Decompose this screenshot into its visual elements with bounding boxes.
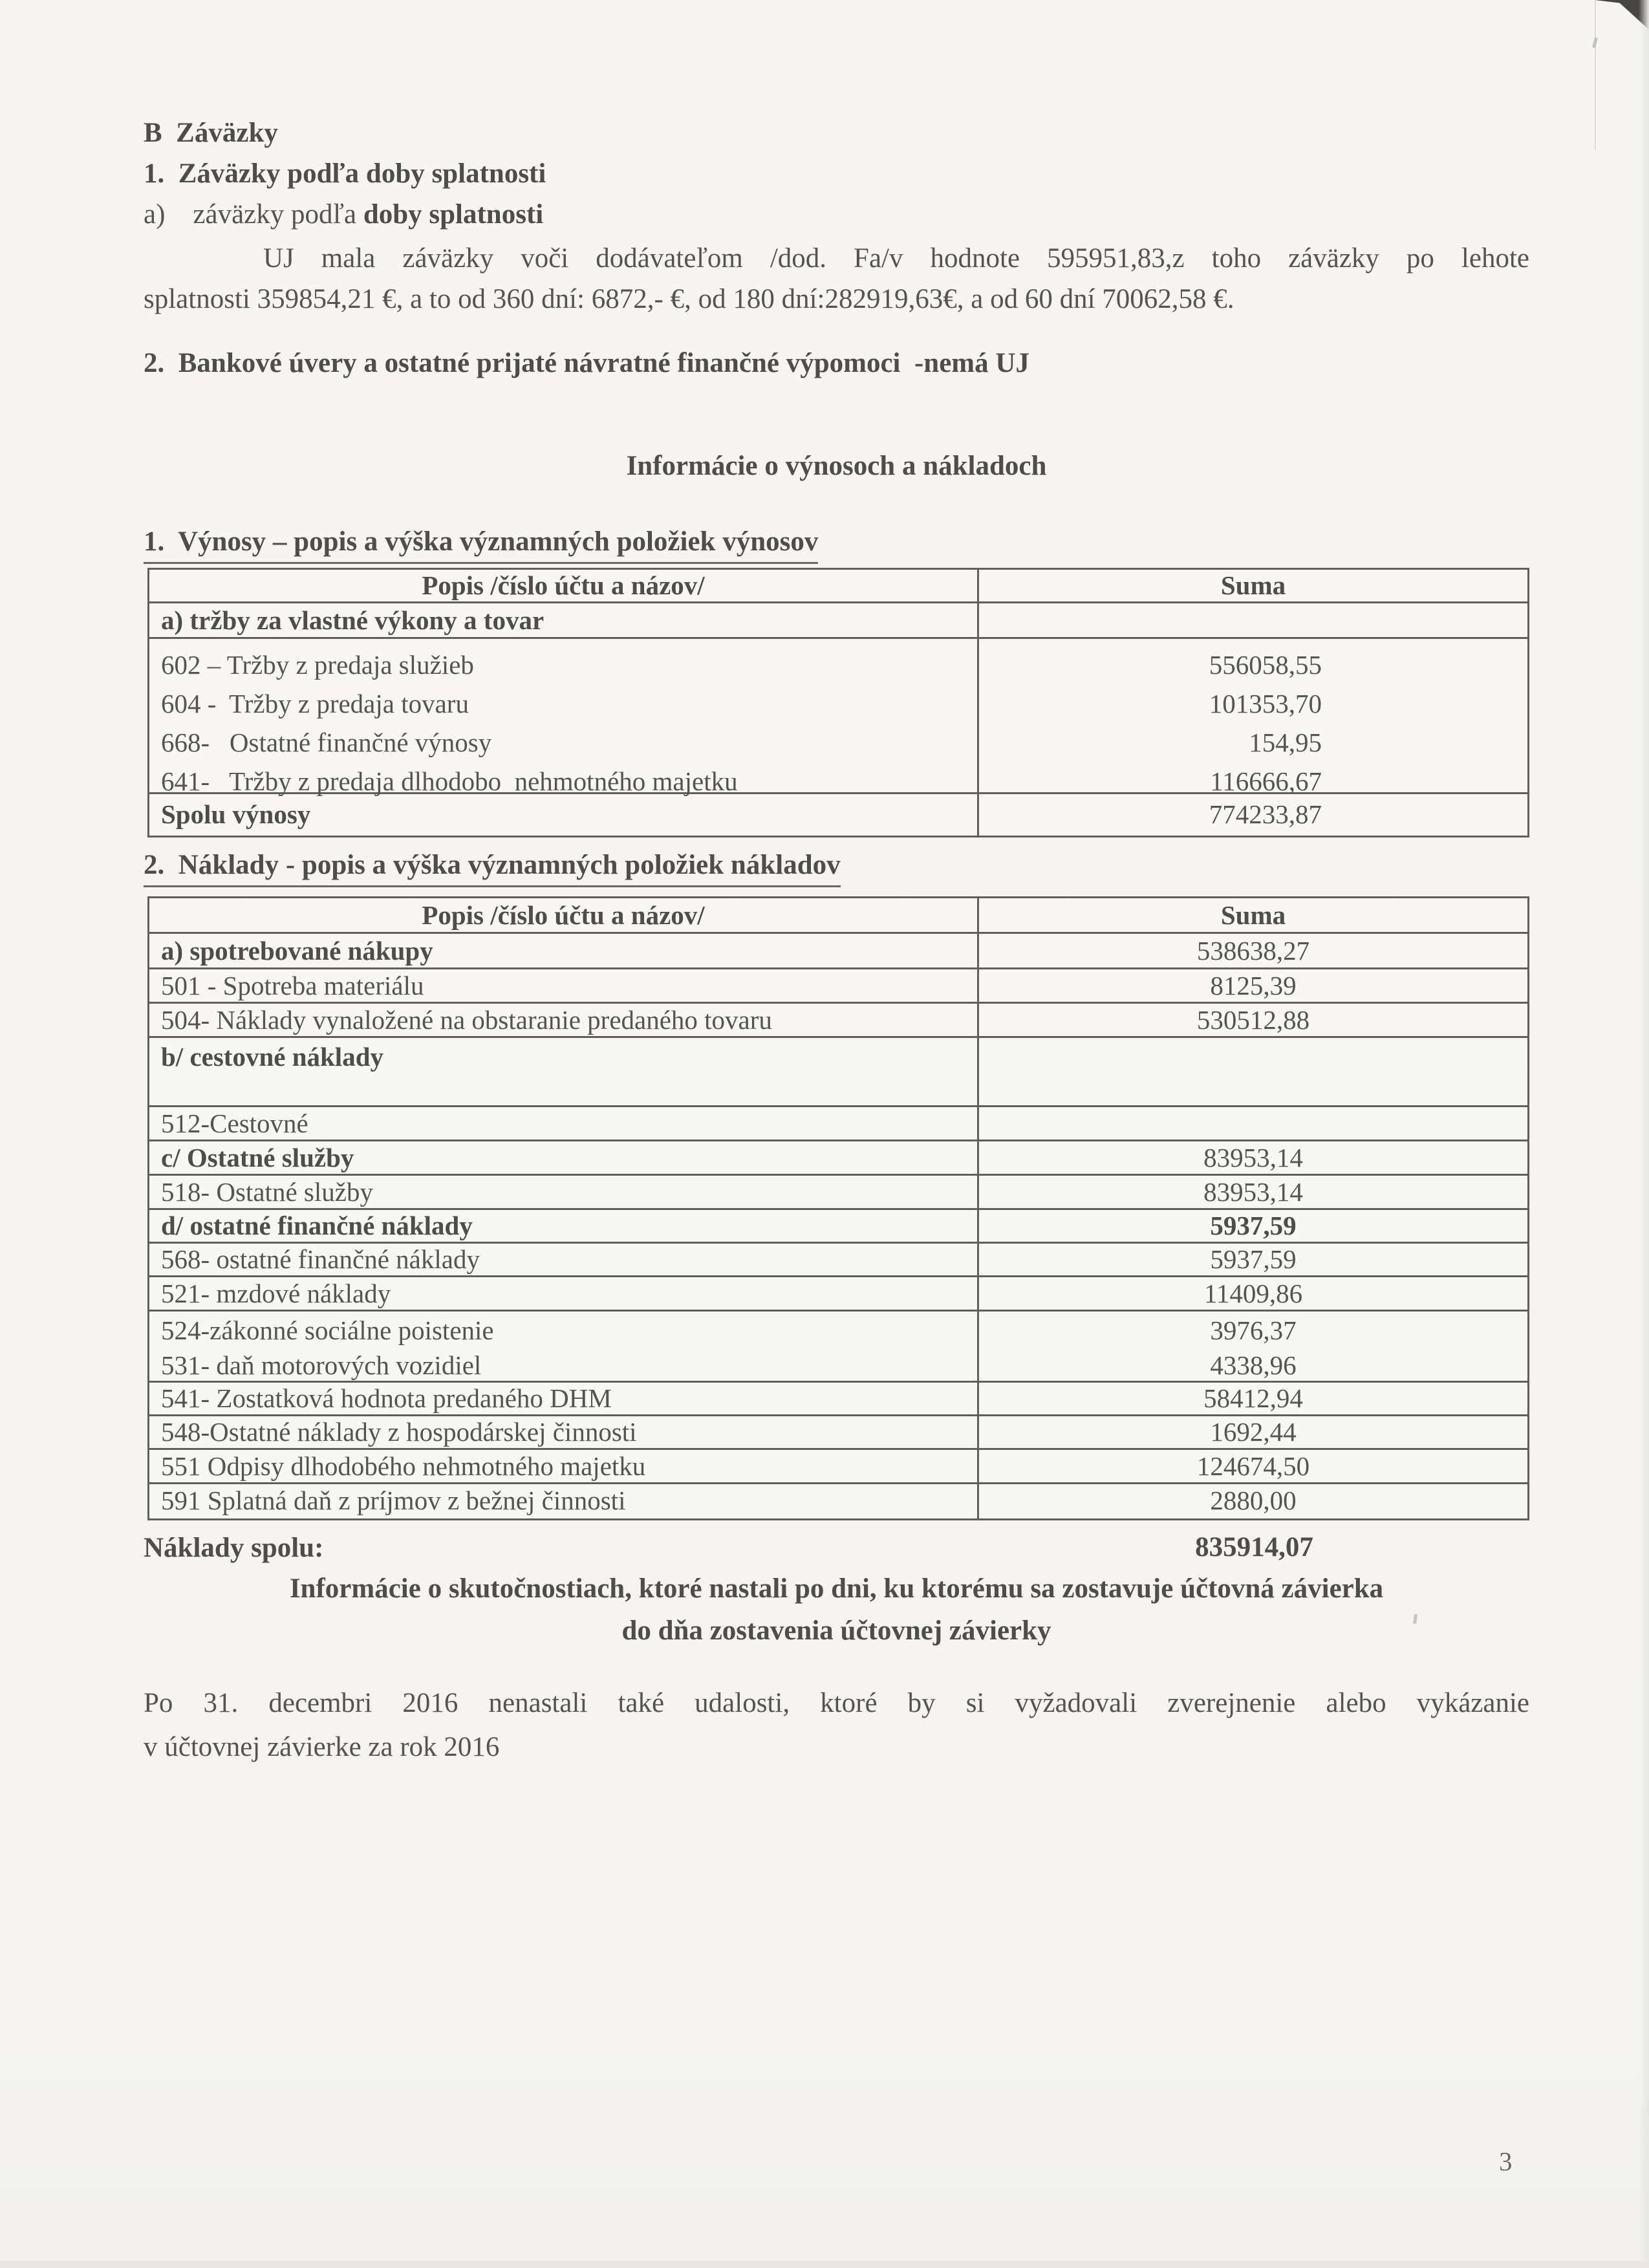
costs-row [149, 1416, 1527, 1450]
revenues-col-header-suma: Suma [1220, 570, 1286, 600]
revenues-section-heading [144, 525, 818, 564]
cost-row-label: d/ ostatné finančné náklady [149, 1210, 979, 1242]
liabilities-by-maturity-heading: 1. Záväzky podľa doby splatnosti [144, 158, 546, 189]
costs-header-row [149, 898, 1527, 934]
cost-row-value: 5937,59 [1210, 1244, 1297, 1274]
cost-row-label: 548-Ostatné náklady z hospodárskej činnosti [149, 1416, 979, 1448]
cost-row-value: 530512,88 [1196, 1005, 1310, 1035]
scan-right-edge-shadow [1639, 0, 1649, 2268]
cost-row-labels [149, 1312, 979, 1381]
cost-row-label: 518- Ostatné služby [149, 1176, 979, 1208]
scan-speck [1592, 38, 1598, 49]
subitem-a-bold: doby splatnosti [363, 199, 544, 230]
costs-col-header-suma: Suma [1220, 900, 1286, 930]
cost-row-label: 568- ostatné finančné náklady [149, 1244, 979, 1275]
revenues-group-value [979, 603, 1527, 637]
subsequent-events-paragraph [144, 1681, 1529, 1769]
costs-row [149, 1107, 1527, 1141]
subsequent-events-heading-line2: do dňa zostavenia účtovnej závierky [621, 1615, 1051, 1646]
revenues-total-value: 774233,87 [1209, 799, 1322, 829]
costs-heading-text: 2. Náklady - popis a výška významných položiek nákladov [144, 848, 841, 887]
cost-row-label: 504- Náklady vynaložené na obstaranie predaného tovaru [149, 1004, 979, 1036]
section-b-title: B Záväzky [144, 118, 278, 148]
cost-row-label: 541- Zostatková hodnota predaného DHM [149, 1383, 979, 1414]
cost-row-value [979, 1107, 1527, 1139]
cost-row-value: 58412,94 [1203, 1383, 1303, 1413]
costs-row [149, 969, 1527, 1004]
cost-row-label: 521- mzdové náklady [149, 1277, 979, 1310]
cost-row-value: 83953,14 [1203, 1143, 1303, 1172]
liabilities-paragraph-line2: splatnosti 359854,21 €, a to od 360 dní: 6872,- €, od 180 dní:282919,63€, a od 60 dní 70062,58 €. [144, 284, 1234, 314]
costs-row [149, 1383, 1527, 1416]
cost-row-value: 4338,96 [1210, 1350, 1297, 1380]
revenue-item-label: 668- Ostatné finančné výnosy [161, 728, 492, 757]
cost-row-values [979, 1312, 1527, 1381]
cost-row-value: 2880,00 [1210, 1485, 1297, 1515]
costs-row [149, 1004, 1527, 1038]
cost-row-value [979, 1038, 1527, 1105]
cost-row-label: 591 Splatná daň z príjmov z bežnej činnosti [149, 1484, 979, 1518]
revenues-items-row [149, 639, 1527, 794]
subsequent-events-paragraph-line1: Po 31. decembri 2016 nenastali také udalosti, ktoré by si vyžadovali zverejnenie alebo vykázanie [144, 1688, 1529, 1718]
revenue-item-value: 556058,55 [1209, 650, 1322, 680]
scan-bottom-edge-shadow [0, 2261, 1649, 2268]
cost-row-label: 531- daň motorových vozidiel [161, 1350, 482, 1380]
costs-row-double [149, 1312, 1527, 1383]
costs-row [149, 1038, 1527, 1107]
revenue-item-value: 154,95 [1249, 728, 1322, 757]
costs-table [147, 896, 1529, 1520]
liabilities-paragraph-line1: UJ mala záväzky voči dodávateľom /dod. Fa/v hodnote 595951,83,z toho záväzky po lehote [263, 243, 1529, 274]
cost-row-label: 524-zákonné sociálne poistenie [161, 1315, 494, 1345]
cost-row-value: 538638,27 [1196, 936, 1310, 966]
revenues-header-row [149, 570, 1527, 603]
cost-row-value: 11409,86 [1203, 1279, 1303, 1308]
revenues-col-header-popis: Popis /číslo účtu a názov/ [149, 570, 979, 601]
cost-row-value: 83953,14 [1203, 1177, 1303, 1207]
revenues-group-label: a) tržby za vlastné výkony a tovar [149, 603, 979, 637]
revenues-costs-info-heading: Informácie o výnosoch a nákladoch [626, 451, 1047, 481]
costs-row [149, 1244, 1527, 1277]
revenues-items-labels [149, 639, 979, 796]
costs-col-header-popis: Popis /číslo účtu a názov/ [149, 898, 979, 932]
cost-row-value: 5937,59 [1210, 1211, 1297, 1240]
scan-vertical-line-artifact [1595, 0, 1596, 150]
cost-row-value: 8125,39 [1210, 971, 1297, 1000]
revenues-total-row [149, 794, 1527, 836]
liabilities-subitem-a [144, 198, 543, 232]
revenue-item-label: 604 - Tržby z predaja tovaru [161, 689, 469, 718]
cost-row-label: 501 - Spotreba materiálu [149, 969, 979, 1002]
revenue-item-label: 641- Tržby z predaja dlhodobo nehmotného majetku [161, 766, 738, 796]
costs-row [149, 1450, 1527, 1484]
cost-row-label: 551 Odpisy dlhodobého nehmotného majetku [149, 1450, 979, 1482]
revenues-total-label: Spolu výnosy [149, 794, 979, 836]
liabilities-paragraph [144, 238, 1529, 319]
cost-row-label: a) spotrebované nákupy [149, 934, 979, 967]
cost-row-value: 3976,37 [1210, 1315, 1297, 1345]
costs-row [149, 1210, 1527, 1244]
costs-row [149, 934, 1527, 969]
revenues-table [147, 568, 1529, 837]
bank-loans-heading: 2. Bankové úvery a ostatné prijaté návratné finančné výpomoci -nemá UJ [144, 348, 1029, 378]
revenues-heading-text: 1. Výnosy – popis a výška významných položiek výnosov [144, 525, 818, 564]
subitem-a-prefix: a) záväzky podľa [144, 199, 363, 230]
costs-row [149, 1277, 1527, 1312]
cost-row-value: 124674,50 [1196, 1451, 1310, 1481]
page-number: 3 [1499, 2146, 1513, 2176]
revenue-item-value: 116666,67 [1210, 766, 1322, 796]
revenues-items-values [979, 639, 1527, 796]
subsequent-events-paragraph-line2: v účtovnej závierke za rok 2016 [144, 1732, 500, 1762]
revenues-group-row [149, 603, 1527, 639]
cost-row-label: b/ cestovné náklady [149, 1038, 979, 1105]
costs-row [149, 1141, 1527, 1176]
costs-row [149, 1176, 1527, 1210]
costs-total-value: 835914,07 [1195, 1532, 1313, 1562]
subsequent-events-heading-line1: Informácie o skutočnostiach, ktoré nastali po dni, ku ktorému sa zostavuje účtovná závierka [289, 1573, 1384, 1604]
cost-row-label: c/ Ostatné služby [149, 1141, 979, 1174]
costs-total-label: Náklady spolu: [144, 1533, 324, 1563]
cost-row-label: 512-Cestovné [149, 1107, 979, 1139]
revenue-item-value: 101353,70 [1209, 689, 1322, 718]
revenue-item-label: 602 – Tržby z predaja služieb [161, 650, 474, 680]
costs-row [149, 1484, 1527, 1518]
cost-row-value: 1692,44 [1210, 1417, 1297, 1447]
costs-section-heading [144, 848, 841, 887]
